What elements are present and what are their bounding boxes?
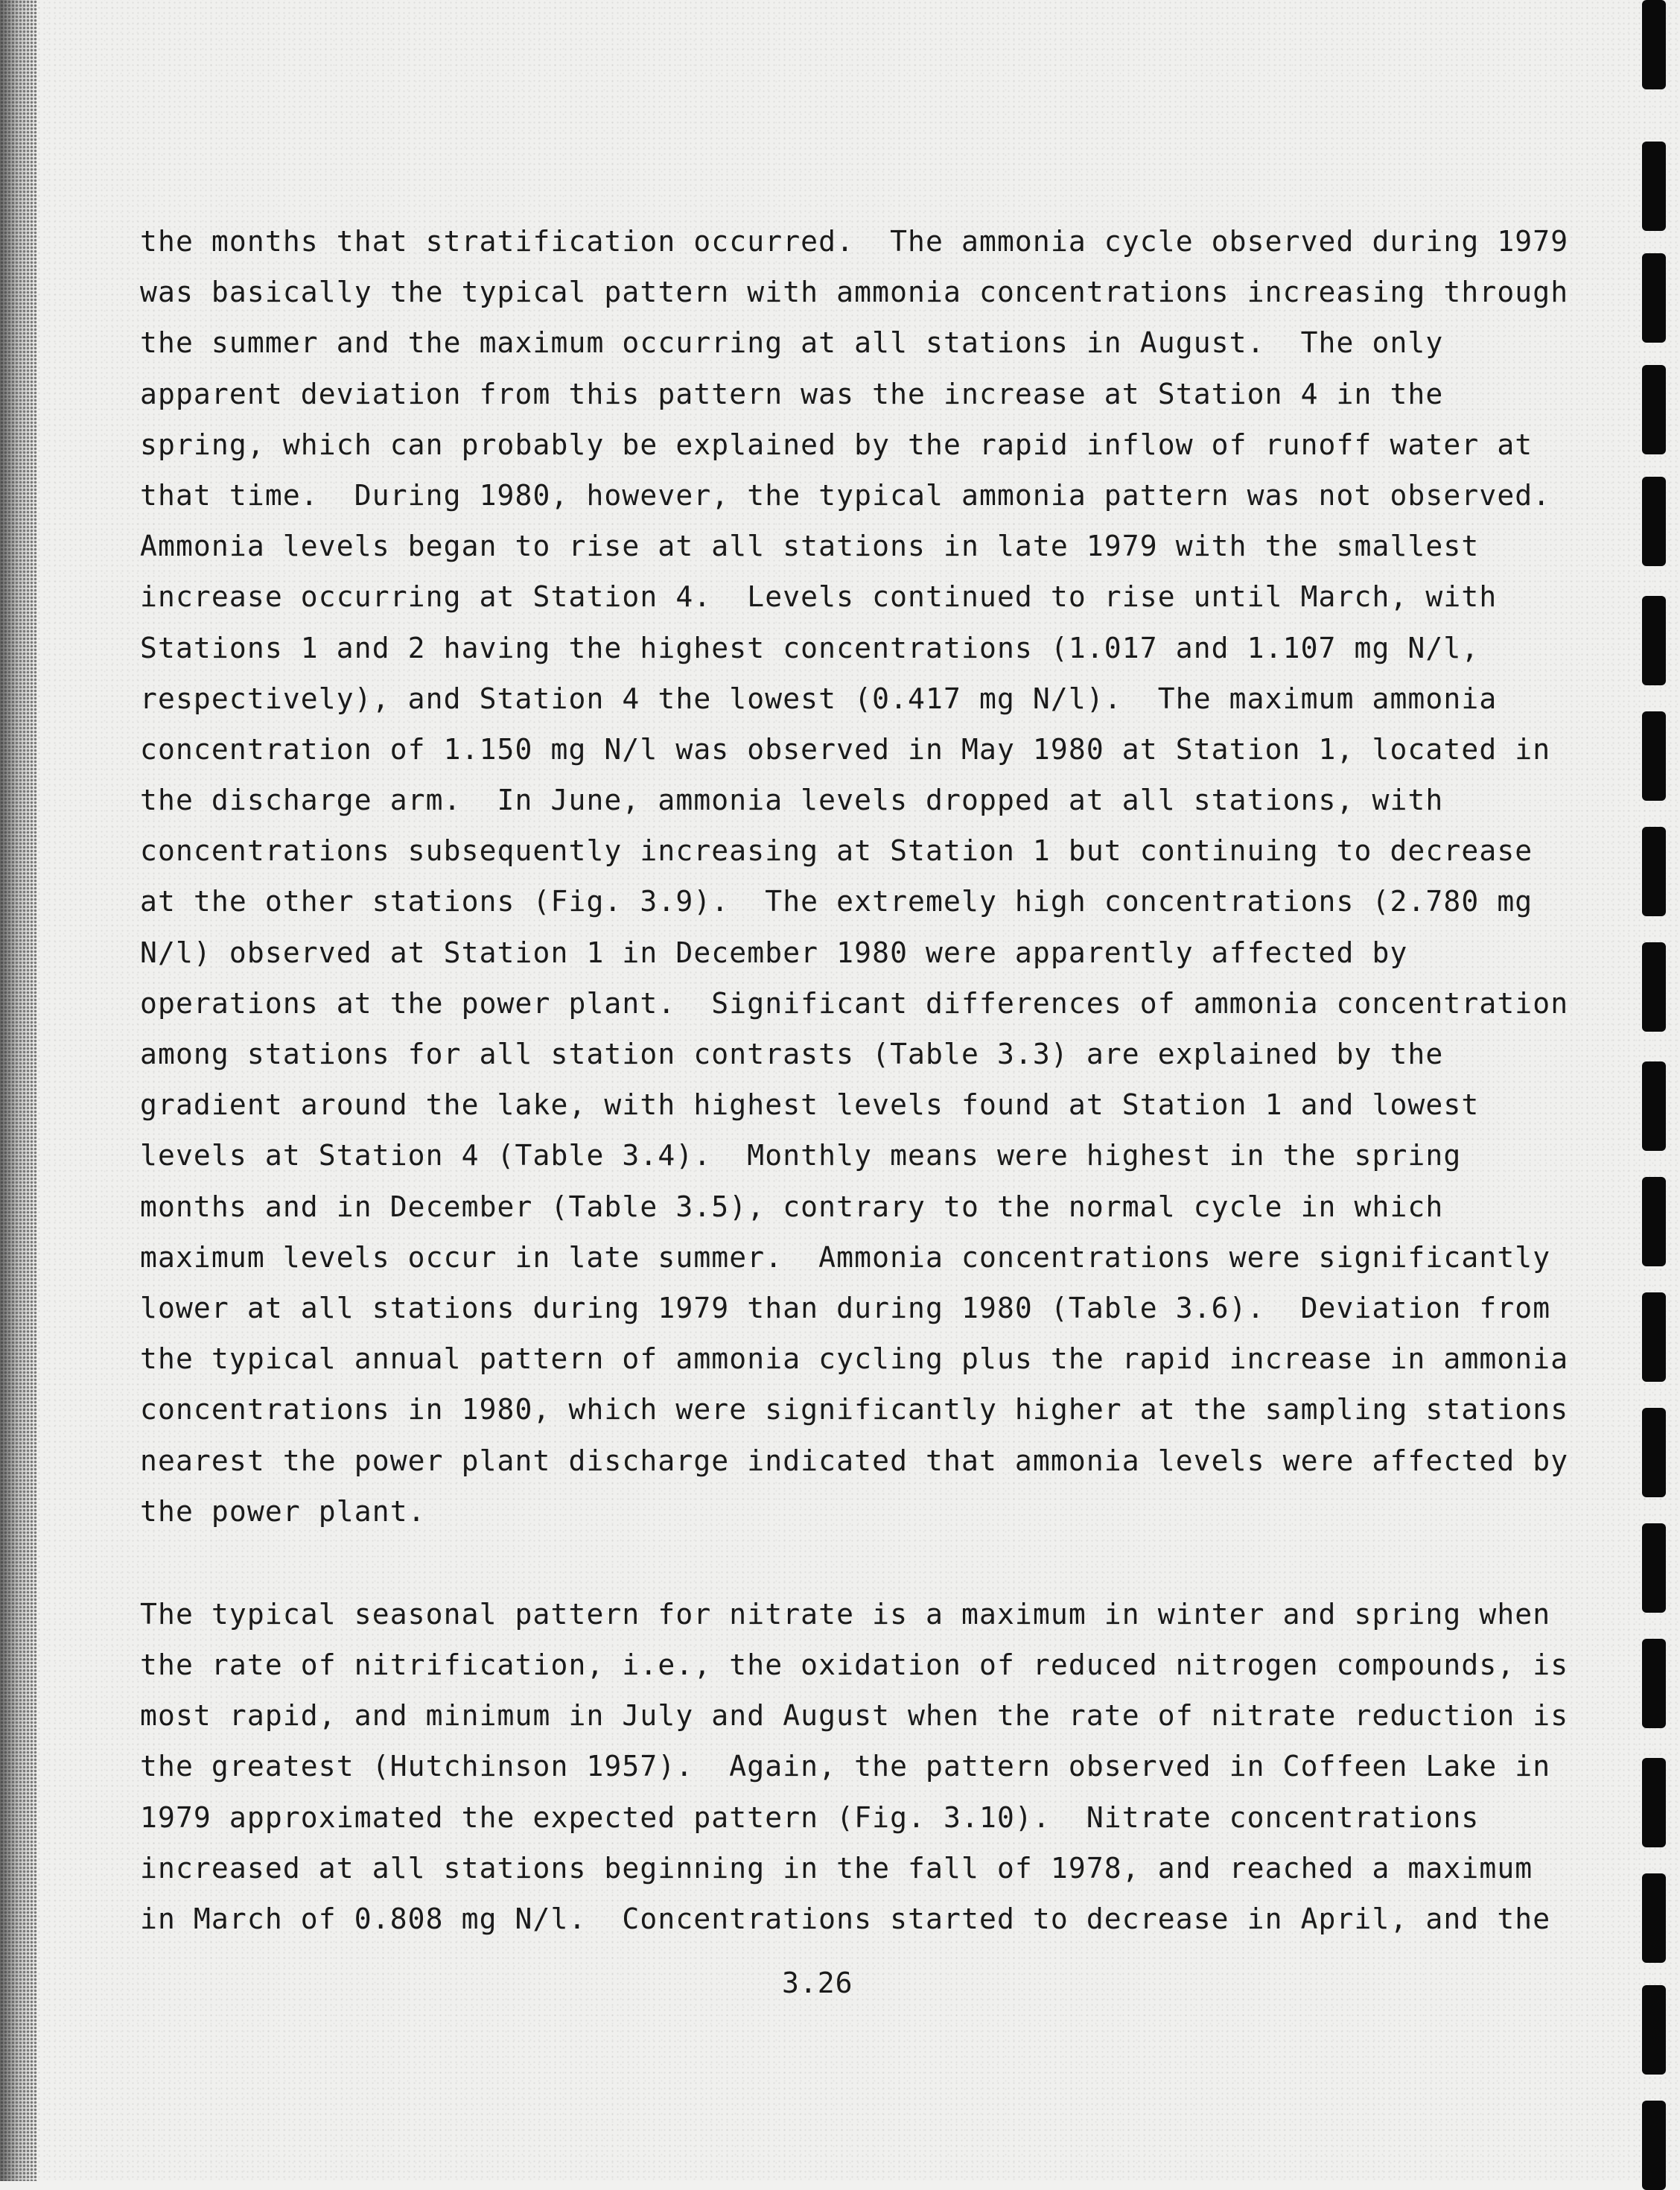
text-line: 1979 approximated the expected pattern (Fig. 3.10). Nitrate concentrations	[140, 1800, 1480, 1834]
binder-holes-strip	[1642, 0, 1672, 2181]
text-line: The typical seasonal pattern for nitrate is a maximum in winter and spring when	[140, 1597, 1551, 1631]
text-line: N/l) observed at Station 1 in December 1980 were apparently affected by	[140, 936, 1408, 969]
binder-hole	[1642, 1061, 1666, 1151]
binder-hole	[1642, 1639, 1666, 1728]
binder-hole	[1642, 711, 1666, 801]
text-line: spring, which can probably be explained by the rapid inflow of runoff water at	[140, 428, 1533, 461]
text-line: concentrations in 1980, which were significantly higher at the sampling stations	[140, 1393, 1569, 1426]
binder-hole	[1642, 596, 1666, 685]
binder-hole	[1642, 942, 1666, 1032]
paragraph-nitrate	[140, 1589, 1569, 1944]
binder-hole	[1642, 1408, 1666, 1497]
text-line: operations at the power plant. Significant differences of ammonia concentration	[140, 986, 1569, 1020]
binder-hole	[1642, 1985, 1666, 2075]
text-line: the rate of nitrification, i.e., the oxidation of reduced nitrogen compounds, is	[140, 1648, 1569, 1682]
text-line: Stations 1 and 2 having the highest concentrations (1.017 and 1.107 mg N/l,	[140, 631, 1480, 664]
text-line: that time. During 1980, however, the typical ammonia pattern was not observed.	[140, 478, 1551, 512]
text-line: increased at all stations beginning in the fall of 1978, and reached a maximum	[140, 1851, 1533, 1885]
text-line: the months that stratification occurred. The ammonia cycle observed during 1979	[140, 225, 1569, 258]
text-line: levels at Station 4 (Table 3.4). Monthly means were highest in the spring	[140, 1139, 1462, 1172]
binder-hole	[1642, 365, 1666, 454]
text-line: concentrations subsequently increasing at Station 1 but continuing to decrease	[140, 834, 1533, 868]
text-line: months and in December (Table 3.5), contrary to the normal cycle in which	[140, 1190, 1444, 1223]
page-left-edge-shadow	[0, 0, 37, 2181]
text-line: most rapid, and minimum in July and August when the rate of nitrate reduction is	[140, 1699, 1569, 1733]
text-line: respectively), and Station 4 the lowest (0.417 mg N/l). The maximum ammonia	[140, 682, 1498, 715]
text-line: was basically the typical pattern with ammonia concentrations increasing through	[140, 276, 1569, 309]
paragraph-ammonia	[140, 216, 1569, 1537]
binder-hole	[1642, 1177, 1666, 1266]
text-line: gradient around the lake, with highest levels found at Station 1 and lowest	[140, 1088, 1480, 1122]
binder-hole	[1642, 1758, 1666, 1847]
text-line: the typical annual pattern of ammonia cycling plus the rapid increase in ammonia	[140, 1342, 1569, 1376]
text-line: concentration of 1.150 mg N/l was observed in May 1980 at Station 1, located in	[140, 732, 1551, 766]
binder-hole	[1642, 142, 1666, 231]
text-line: the greatest (Hutchinson 1957). Again, the pattern observed in Coffeen Lake in	[140, 1750, 1551, 1783]
text-line: the summer and the maximum occurring at all stations in August. The only	[140, 326, 1444, 360]
binder-hole	[1642, 2101, 1666, 2190]
text-line: the power plant.	[140, 1494, 426, 1528]
binder-hole	[1642, 1523, 1666, 1613]
text-line: at the other stations (Fig. 3.9). The extremely high concentrations (2.780 mg	[140, 885, 1533, 918]
text-line: among stations for all station contrasts (Table 3.3) are explained by the	[140, 1038, 1444, 1070]
text-line: the discharge arm. In June, ammonia levels dropped at all stations, with	[140, 784, 1444, 817]
text-line: apparent deviation from this pattern was the increase at Station 4 in the	[140, 377, 1444, 410]
binder-hole	[1642, 253, 1666, 343]
text-line: increase occurring at Station 4. Levels continued to rise until March, with	[140, 580, 1498, 614]
text-line: lower at all stations during 1979 than during 1980 (Table 3.6). Deviation from	[140, 1291, 1551, 1324]
binder-hole	[1642, 1873, 1666, 1963]
body-text	[140, 216, 1569, 1944]
text-line: in March of 0.808 mg N/l. Concentrations started to decrease in April, and the	[140, 1902, 1551, 1935]
binder-hole	[1642, 477, 1666, 566]
text-line: maximum levels occur in late summer. Ammonia concentrations were significantly	[140, 1240, 1551, 1274]
page-number: 3.26	[782, 1967, 853, 1999]
text-line: nearest the power plant discharge indicated that ammonia levels were affected by	[140, 1444, 1569, 1477]
binder-hole	[1642, 1292, 1666, 1382]
binder-hole	[1642, 827, 1666, 916]
binder-hole	[1642, 0, 1666, 89]
text-line: Ammonia levels began to rise at all stations in late 1979 with the smallest	[140, 530, 1480, 563]
